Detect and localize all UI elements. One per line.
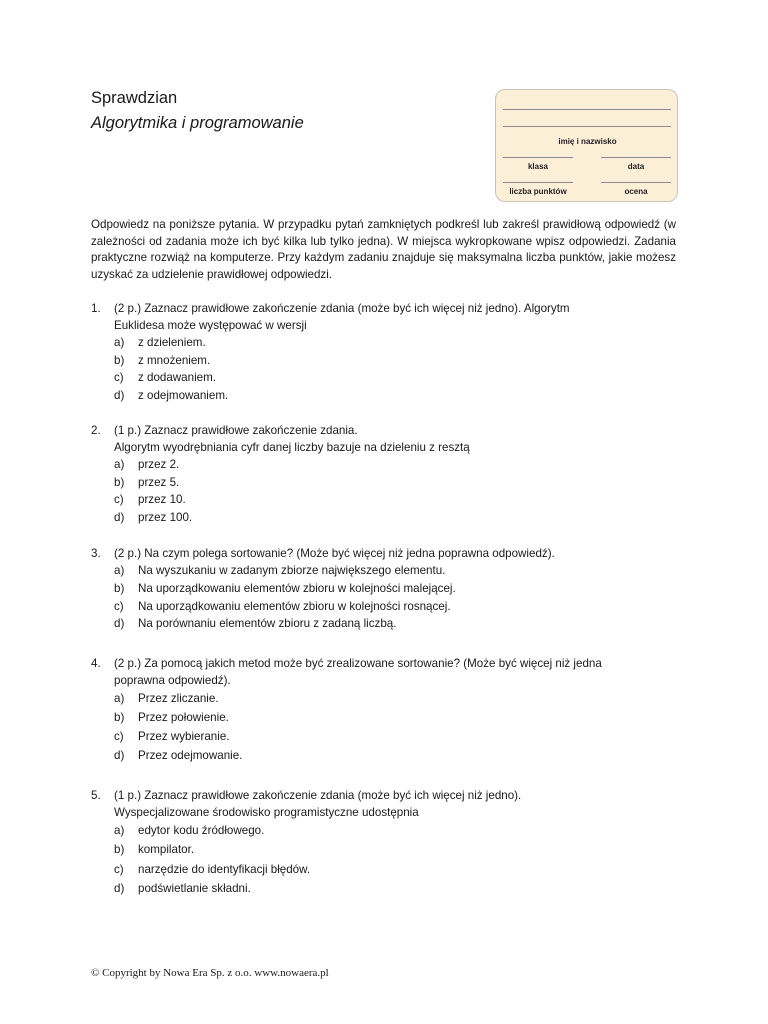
option-text: Przez zliczanie. [138, 692, 219, 705]
question-number: 3. [91, 547, 101, 560]
answer-option[interactable] [91, 860, 676, 880]
option-text: Na wyszukaniu w zadanym zbiorze największego elementu. [138, 564, 446, 577]
answer-option[interactable] [91, 746, 676, 765]
class-label: klasa [527, 162, 549, 171]
question-text-line [91, 439, 676, 456]
option-letter: c) [114, 730, 124, 743]
option-letter: d) [114, 617, 125, 630]
option-text: podświetlanie składni. [138, 882, 251, 895]
option-letter: b) [114, 582, 125, 595]
option-text: narzędzie do identyfikacji błędów. [138, 862, 311, 876]
option-letter: a) [114, 336, 125, 349]
question-text-line [91, 300, 676, 317]
answer-option[interactable] [91, 352, 676, 370]
question-text-line [91, 655, 676, 672]
option-text: z odejmowaniem. [138, 389, 229, 402]
option-text: edytor kodu źródłowego. [138, 824, 265, 837]
option-letter: d) [114, 511, 125, 524]
question-text: Euklidesa może występować w wersji [114, 319, 307, 332]
question-2 [91, 422, 676, 527]
option-letter: d) [114, 882, 125, 895]
question-1 [91, 300, 676, 405]
answer-option[interactable] [91, 727, 676, 746]
answer-option[interactable] [91, 821, 676, 840]
points-line [503, 182, 573, 183]
option-text: z dodawaniem. [138, 371, 216, 384]
student-info-box [495, 89, 678, 202]
answer-option[interactable] [91, 580, 676, 598]
document-title: Sprawdzian [91, 89, 178, 107]
answer-option[interactable] [91, 456, 676, 474]
date-line [601, 157, 671, 158]
question-text: (2 p.) Zaznacz prawidłowe zakończenie zdania (może być ich więcej niż jedno). Algorytm [114, 302, 570, 315]
question-text: (1 p.) Zaznacz prawidłowe zakończenie zdania (może być ich więcej niż jedno). [114, 789, 522, 802]
option-letter: c) [114, 599, 124, 613]
answer-option[interactable] [91, 509, 676, 527]
answer-option[interactable] [91, 689, 676, 708]
question-5 [91, 787, 676, 899]
option-letter: c) [114, 493, 124, 506]
option-text: Przez wybieranie. [138, 730, 230, 743]
document-subtitle: Algorytmika i programowanie [91, 114, 304, 132]
answer-option[interactable] [91, 474, 676, 492]
points-label: liczba punktów [509, 187, 567, 196]
option-text: przez 2. [138, 458, 180, 471]
option-text: przez 100. [138, 511, 193, 524]
option-letter: a) [114, 692, 125, 705]
question-text-line [91, 672, 676, 689]
answer-option[interactable] [91, 879, 676, 899]
question-number: 2. [91, 424, 101, 437]
class-line [503, 157, 573, 158]
grade-label: ocena [624, 187, 648, 196]
answer-option[interactable] [91, 840, 676, 860]
option-text: przez 5. [138, 475, 180, 489]
question-text-line [91, 804, 676, 821]
option-letter: b) [114, 843, 125, 856]
option-letter: a) [114, 824, 125, 837]
copyright-footer: © Copyright by Nowa Era Sp. z o.o. www.nowaera.pl [91, 967, 329, 979]
instructions-paragraph: Odpowiedz na poniższe pytania. W przypadku pytań zamkniętych podkreśl lub zakreśl prawidłową odpowiedź (w zależności od zadania może ich być kilka lub tylko jedna). W miejsca wykropkowane wpisz odpowiedzi. Zadania praktyczne rozwiąż na komputerze. Przy każdym zadaniu znajduje się maksymalna liczba punktów, jakie możesz uzyskać za udzielenie prawidłowej odpowiedzi. [91, 218, 676, 281]
option-text: z mnożeniem. [138, 353, 211, 367]
grade-line [601, 182, 671, 183]
answer-option[interactable] [91, 615, 676, 633]
answer-option[interactable] [91, 334, 676, 352]
option-letter: b) [114, 475, 125, 489]
name-label: imię i nazwisko [558, 137, 617, 146]
option-letter: a) [114, 458, 125, 471]
question-number: 5. [91, 789, 101, 802]
question-text-line [91, 545, 676, 562]
question-number: 4. [91, 657, 101, 670]
option-letter: b) [114, 353, 125, 367]
option-text: Na uporządkowaniu elementów zbioru w kolejności rosnącej. [138, 599, 451, 613]
answer-option[interactable] [91, 387, 676, 405]
question-text-line [91, 317, 676, 334]
option-letter: b) [114, 711, 125, 724]
question-text: (1 p.) Zaznacz prawidłowe zakończenie zdania. [114, 424, 358, 437]
option-text: Na uporządkowaniu elementów zbioru w kolejności malejącej. [138, 582, 456, 595]
option-text: Przez połowienie. [138, 711, 229, 724]
question-4 [91, 655, 676, 765]
date-label: data [627, 162, 645, 171]
question-3 [91, 545, 676, 633]
name-line-2 [503, 126, 671, 127]
question-text-line [91, 422, 676, 439]
option-letter: d) [114, 389, 125, 402]
answer-option[interactable] [91, 369, 676, 387]
question-text: (2 p.) Na czym polega sortowanie? (Może być więcej niż jedna poprawna odpowiedź). [114, 547, 555, 560]
option-letter: a) [114, 564, 125, 577]
question-text: Algorytm wyodrębniania cyfr danej liczby bazuje na dzieleniu z resztą [114, 441, 470, 454]
question-text: Wyspecjalizowane środowisko programistyczne udostępnia [114, 806, 419, 819]
answer-option[interactable] [91, 562, 676, 580]
option-letter: c) [114, 371, 124, 384]
name-line-1 [503, 109, 671, 110]
option-letter: d) [114, 749, 125, 762]
option-text: kompilator. [138, 843, 195, 856]
option-text: Na porównaniu elementów zbioru z zadaną liczbą. [138, 617, 397, 630]
answer-option[interactable] [91, 708, 676, 727]
answer-option[interactable] [91, 491, 676, 509]
option-letter: c) [114, 862, 124, 876]
option-text: przez 10. [138, 493, 186, 506]
option-text: Przez odejmowanie. [138, 749, 243, 762]
question-number: 1. [91, 302, 101, 315]
question-text: poprawna odpowiedź). [114, 674, 231, 687]
question-text-line [91, 787, 676, 804]
option-text: z dzieleniem. [138, 336, 206, 349]
answer-option[interactable] [91, 598, 676, 616]
question-text: (2 p.) Za pomocą jakich metod może być zrealizowane sortowanie? (Może być więcej niż jedna [114, 657, 602, 670]
